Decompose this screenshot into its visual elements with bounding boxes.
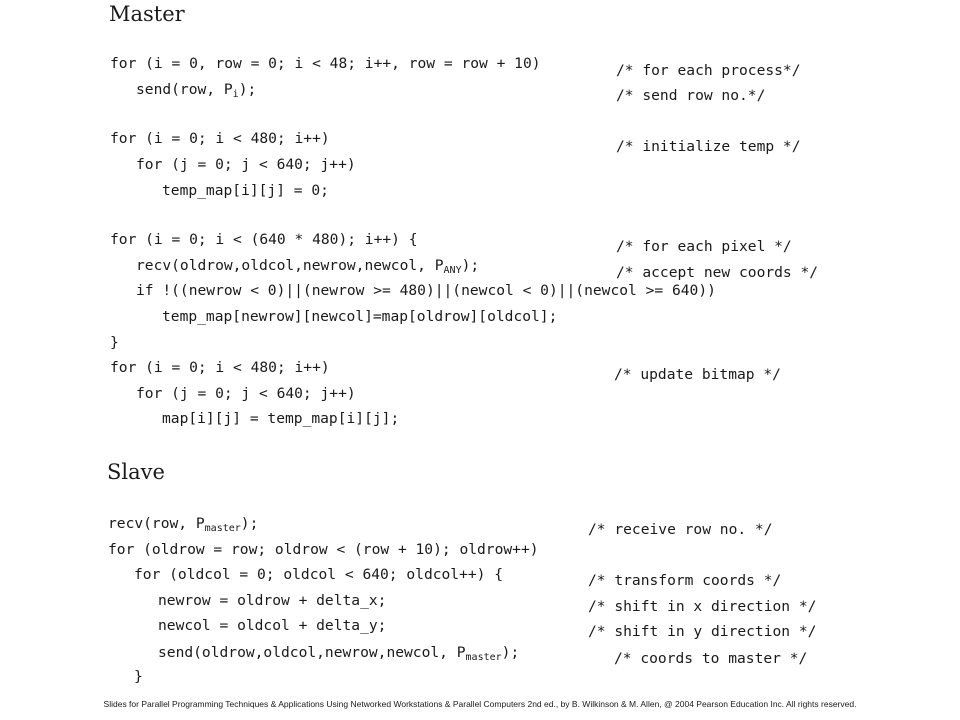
master-code-comment: /* for each pixel */ (616, 238, 792, 255)
master-code-line (110, 130, 330, 148)
slave-code-line (158, 644, 519, 662)
code-text: for (j = 0; j < 640; j++) (136, 156, 356, 173)
slave-code-comment: /* shift in y direction */ (588, 623, 817, 640)
code-text: recv(row, P (108, 515, 205, 532)
process-subscript: ANY (443, 265, 462, 276)
slave-heading: Slave (107, 460, 165, 484)
master-code-line (136, 282, 716, 300)
master-code-line (110, 55, 541, 73)
slave-code-line (108, 515, 258, 533)
code-text: for (j = 0; j < 640; j++) (136, 385, 356, 402)
slave-code-comment: /* transform coords */ (588, 572, 782, 589)
slave-code-line (158, 592, 386, 610)
master-code-comment: /* for each process*/ (616, 62, 801, 79)
master-code-comment: /* update bitmap */ (614, 366, 781, 383)
code-text: ); (240, 515, 259, 532)
code-text: temp_map[i][j] = 0; (162, 182, 329, 199)
code-text: for (i = 0, row = 0; i < 48; i++, row = row + 10) (110, 55, 541, 72)
master-code-line (162, 182, 329, 200)
slave-code-line (134, 566, 503, 584)
master-code-comment: /* initialize temp */ (616, 138, 801, 155)
process-subscript: master (204, 523, 241, 534)
slide-footer: Slides for Parallel Programming Techniques & Applications Using Networked Workstations & Parallel Computers 2nd ed., by B. Wilkinson & M. Allen, @ 2004 Pearson Education Inc. All rights reserved. (103, 699, 857, 709)
code-text: send(oldrow,oldcol,newrow,newcol, P (158, 644, 466, 661)
slave-code-comment: /* coords to master */ (614, 650, 808, 667)
master-code-line (136, 156, 356, 174)
code-text: for (oldcol = 0; oldcol < 640; oldcol++) { (134, 566, 504, 583)
slave-code-comment: /* shift in x direction */ (588, 598, 817, 615)
code-text: send(row, P (136, 81, 233, 98)
code-text: newrow = oldrow + delta_x; (158, 592, 387, 609)
master-code-line (136, 385, 356, 403)
code-text: if !((newrow < 0)||(newrow >= 480)||(newcol < 0)||(newcol >= 640)) (136, 282, 716, 299)
master-heading: Master (109, 2, 185, 26)
process-subscript: i (232, 89, 239, 100)
code-text: } (134, 668, 143, 685)
code-text: ); (238, 81, 257, 98)
slave-code-line (134, 668, 143, 686)
master-code-line (110, 231, 418, 249)
master-code-line (136, 257, 479, 275)
process-subscript: master (465, 652, 502, 663)
code-text: ); (461, 257, 480, 274)
code-text: for (i = 0; i < 480; i++) (110, 130, 330, 147)
code-text: recv(oldrow,oldcol,newrow,newcol, P (136, 257, 444, 274)
slave-code-line (108, 541, 539, 559)
code-text: temp_map[newrow][newcol]=map[oldrow][oldcol]; (162, 308, 558, 325)
code-text: ); (501, 644, 520, 661)
code-text: for (oldrow = row; oldrow < (row + 10); oldrow++) (108, 541, 539, 558)
master-code-comment: /* send row no.*/ (616, 87, 766, 104)
master-code-comment: /* accept new coords */ (616, 264, 819, 281)
master-code-line (136, 81, 256, 99)
code-text: for (i = 0; i < 480; i++) (110, 359, 330, 376)
master-code-line (110, 334, 119, 352)
code-text: newcol = oldcol + delta_y; (158, 617, 387, 634)
code-text: for (i = 0; i < (640 * 480); i++) { (110, 231, 418, 248)
code-text: } (110, 334, 119, 351)
master-code-line (162, 410, 399, 428)
slave-code-line (158, 617, 386, 635)
master-code-line (110, 359, 330, 377)
master-code-line (162, 308, 557, 326)
code-text: map[i][j] = temp_map[i][j]; (162, 410, 400, 427)
slave-code-comment: /* receive row no. */ (588, 521, 773, 538)
